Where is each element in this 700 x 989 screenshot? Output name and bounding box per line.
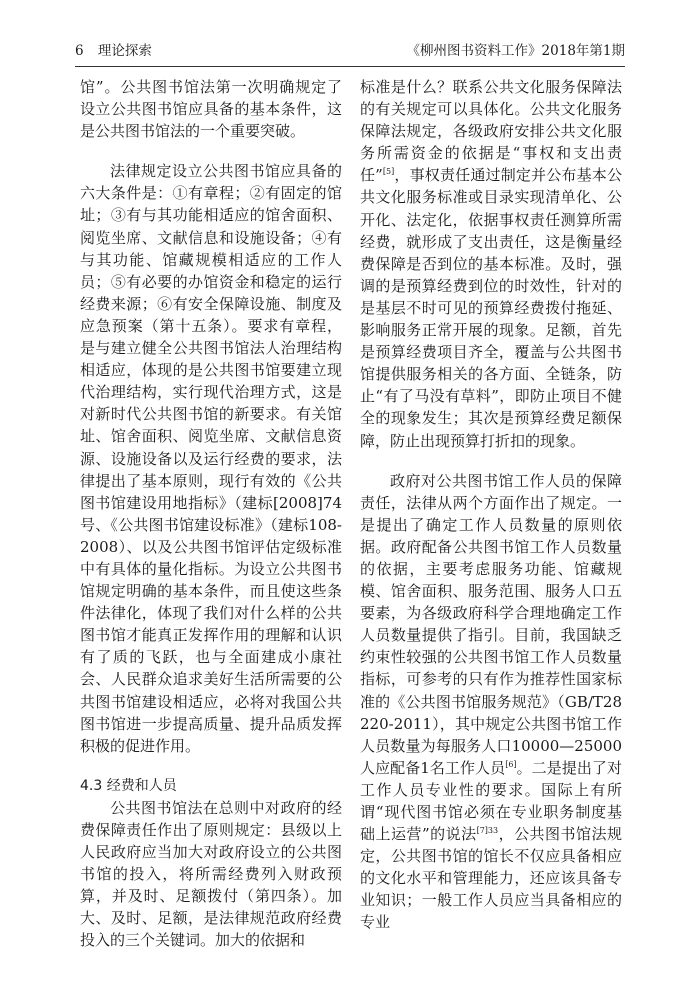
paragraph: 法律规定设立公共图书馆应具备的六大条件是：①有章程；②有固定的馆址；③有与其功能相适应的馆舍面积、阅览坐席、文献信息和设施设备；④有与其功能、馆藏规模相适应的工作人员；⑤有必要的办馆资金和稳定的运行经费来源；⑥有安全保障设施、制度及应急预案（第十五条）。要求有章程，是与建立健全公共图书馆法人治理结构相适应，体现的是公共图书馆要建立现代治理结构，实行现代治理方式，这是对新时代公共图书馆的新要求。有关馆址、馆舍面积、阅览坐席、文献信息资源、设施设备以及运行经费的要求，法律提出了基本原则，现行有效的《公共图书馆建设用地指标》（建标[2008]74号、《公共图书馆建设标准》（建标108-2008）、以及公共图书馆评估定级标准中有具体的量化指标。为设立公共图书馆规定明确的基本条件，而且使这些条件法律化，体现了我们对什么样的公共图书馆才能真正发挥作用的理解和认识有了质的飞跃，也与全面建成小康社会、人民群众追求美好生活所需要的公共图书馆建设相适应，必将对我国公共图书馆进一步提高质量、提升品质发挥积极的促进作用。: [80, 162, 342, 755]
paragraph: 馆”。公共图书馆法第一次明确规定了设立公共图书馆应具备的基本条件，这是公共图书馆法的一个重要突破。: [80, 78, 342, 141]
citation: [7]33: [476, 826, 499, 836]
text-run: ，事权责任通过制定并公布基本公共文化服务标准或目录实现清单化、公开化、法定化，依据事权责任测算所需经费，就形成了支出责任，这是衡量经费保障是否到位的基本标准。及时，强调的是预算经费到位的时效性，针对的是基层不时可见的预算经费拨付拖延、影响服务正常开展的现象。足额，首先是预算经费项目齐全，覆盖与公共图书馆提供服务相关的各方面、全链条，防止“有了马没有草料”，即防止项目不健全的现象发生；其次是预算经费足额保障，防止出现预算打折扣的现象。: [360, 166, 622, 450]
paragraph-gap: [80, 142, 342, 160]
text-run: ，公共图书馆法规定，公共图书馆的馆长不仅应具备相应的文化水平和管理能力，还应该具备专业知识；一般工作人员应当具备相应的专业: [360, 825, 622, 932]
left-column: [80, 76, 342, 952]
citation: [6]: [505, 759, 517, 769]
text-run: 政府对公共图书馆工作人员的保障责任，法律从两个方面作出了规定。一是提出了确定工作人员数量的原则依据。政府配备公共图书馆工作人员数量的依据，主要考虑服务功能、馆藏规模、馆舍面积、服务范围、服务人口五要素，为各级政府科学合理地确定工作人员数量提供了指引。目前，我国缺乏约束性较强的公共图书馆工作人员数量指标，可参考的只有作为推荐性国家标准的《公共图书馆服务规范》（GB/T28220-2011），其中规定公共图书馆工作人员数量为每服务人口10000—25000人应配备1名工作人员: [360, 471, 622, 777]
page-header: [75, 40, 625, 62]
header-rule: [75, 66, 625, 67]
text-run: 。二是提出了对工作人员专业性的要求。国际上有所谓“现代图书馆必须在专业职务制度基础上运营”的说法: [360, 758, 622, 844]
header-left: [75, 40, 152, 62]
paragraph-gap: [360, 452, 622, 470]
text-run: 标准是什么？联系公共文化服务保障法的有关规定可以具体化。公共文化服务保障法规定，各级政府安排公共文化服务所需资金的依据是“事权和支出责任”: [360, 78, 622, 185]
section-name: 理论探索: [97, 43, 152, 59]
paragraph-gap: [80, 757, 342, 775]
section-heading: 4.3 经费和人员: [80, 777, 177, 794]
citation: [5]: [382, 167, 395, 177]
journal-title: 《柳州图书资料工作》2018年第1期: [406, 43, 625, 59]
page-number: 6: [75, 43, 84, 59]
paragraph: 公共图书馆法在总则中对政府的经费保障责任作出了原则规定：县级以上人民政府应当加大对政府设立的公共图书馆的投入，将所需经费列入财政预算，并及时、足额拨付（第四条）。加大、及时、足额，是法律规范政府经费投入的三个关键词。加大的依据和: [80, 798, 342, 950]
right-column: [360, 76, 622, 934]
paragraph: [360, 470, 622, 934]
paragraph: [360, 76, 622, 452]
